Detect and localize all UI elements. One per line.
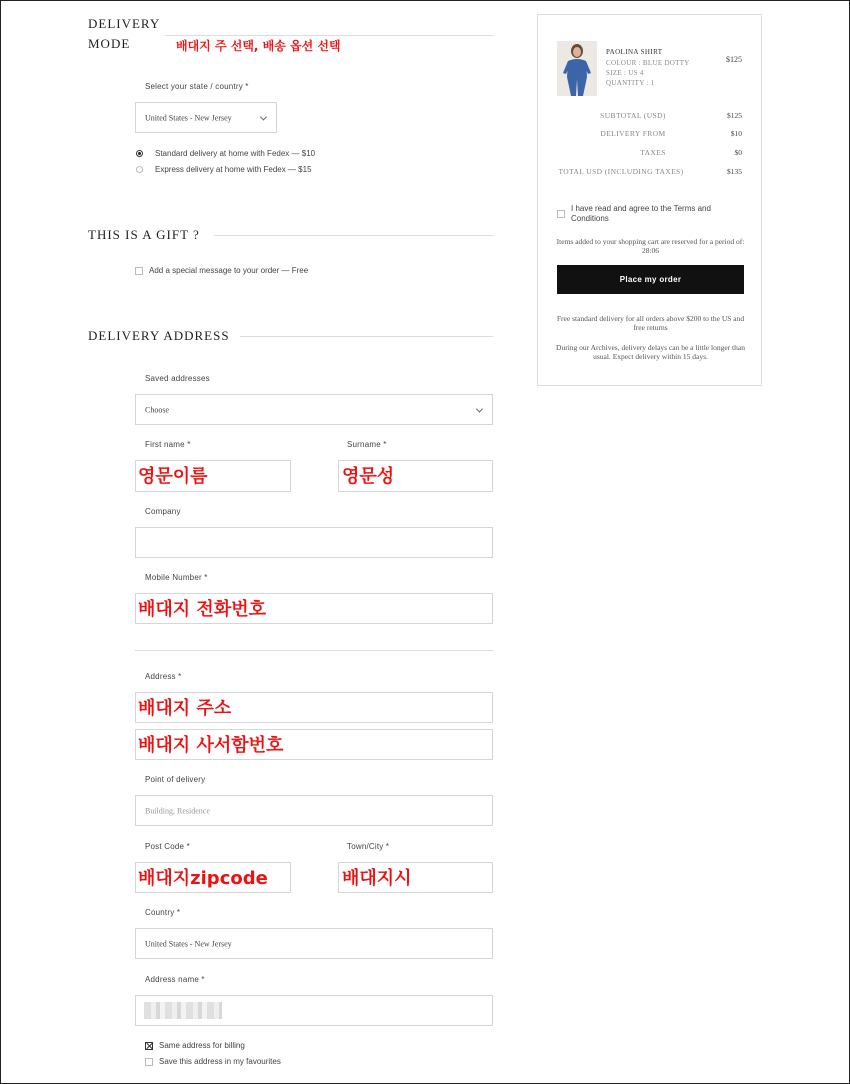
chevron-down-icon: [260, 113, 267, 120]
express-delivery-label: Express delivery at home with Fedex — $15: [155, 165, 312, 174]
product-thumbnail[interactable]: [557, 41, 597, 96]
section-divider: [240, 336, 493, 337]
saved-addresses-label: Saved addresses: [145, 374, 210, 383]
same-billing-checkbox[interactable]: [145, 1042, 153, 1050]
subtotal-value: $125: [727, 111, 742, 120]
mobile-number-annotation: 배대지 전화번호: [138, 599, 266, 620]
address-line1-annotation: 배대지 주소: [138, 698, 232, 719]
product-size: SIZE : US 4: [606, 69, 644, 77]
saved-addresses-value: Choose: [145, 405, 169, 414]
gift-message-checkbox[interactable]: [135, 267, 143, 275]
archives-delay-note: During our Archives, delivery delays can be a little longer than usual. Expect delivery within 15 days.: [556, 343, 745, 361]
first-name-annotation: 영문이름: [138, 466, 208, 487]
point-of-delivery-label: Point of delivery: [145, 775, 206, 784]
point-of-delivery-placeholder: Building, Residence: [145, 806, 210, 815]
saved-addresses-select[interactable]: [135, 394, 493, 425]
total-value: $135: [727, 167, 742, 176]
subtotal-label: SUBTOTAL (USD): [600, 111, 666, 120]
product-quantity: QUANTITY : 1: [606, 79, 655, 87]
form-divider: [135, 650, 493, 651]
same-billing-label: Same address for billing: [159, 1041, 245, 1050]
save-favourite-checkbox[interactable]: [145, 1058, 153, 1066]
chevron-down-icon: [476, 405, 483, 412]
section-divider: [214, 235, 493, 236]
country-value: United States - New Jersey: [145, 939, 232, 948]
country-select-value: United States - New Jersey: [145, 113, 232, 122]
product-price: $125: [726, 55, 742, 64]
blurred-value: [144, 1002, 222, 1019]
country-select[interactable]: [135, 102, 277, 133]
place-order-button[interactable]: Place my order: [557, 265, 744, 294]
company-label: Company: [145, 507, 181, 516]
total-label: TOTAL USD (INCLUDING TAXES): [558, 167, 684, 176]
country-label: Country *: [145, 908, 181, 917]
country-input[interactable]: [135, 928, 493, 959]
delivery-mode-annotation: 배대지 주 선택, 배송 옵션 선택: [176, 39, 341, 53]
delivery-cost-value: $10: [730, 129, 742, 138]
address-line2-annotation: 배대지 사서함번호: [138, 735, 284, 756]
terms-label[interactable]: I have read and agree to the Terms and Conditions: [571, 204, 711, 223]
delivery-mode-title-line2: MODE: [88, 36, 131, 51]
free-delivery-note: Free standard delivery for all orders above $200 to the US and free returns: [556, 314, 745, 332]
taxes-label: TAXES: [640, 148, 666, 157]
company-input[interactable]: [135, 527, 493, 558]
country-select-label: Select your state / country *: [145, 82, 249, 91]
taxes-value: $0: [734, 148, 742, 157]
standard-delivery-radio[interactable]: [136, 150, 143, 157]
surname-annotation: 영문성: [342, 466, 395, 487]
product-name[interactable]: PAOLINA SHIRT: [606, 48, 663, 56]
surname-label: Surname *: [347, 440, 387, 449]
post-code-label: Post Code *: [145, 842, 190, 851]
delivery-cost-label: DELIVERY FROM: [600, 129, 666, 138]
address-label: Address *: [145, 672, 182, 681]
post-code-annotation: 배대지zipcode: [138, 868, 268, 889]
reservation-note: Items added to your shopping cart are reserved for a period of: 28:06: [556, 237, 745, 255]
gift-title: THIS IS A GIFT ?: [88, 227, 200, 242]
mobile-number-label: Mobile Number *: [145, 573, 208, 582]
save-favourite-label: Save this address in my favourites: [159, 1057, 281, 1066]
point-of-delivery-input[interactable]: [135, 795, 493, 826]
terms-checkbox[interactable]: [557, 210, 565, 218]
order-summary: [537, 14, 762, 386]
delivery-mode-title-line1: DELIVERY: [88, 16, 161, 31]
address-name-label: Address name *: [145, 975, 205, 984]
town-city-label: Town/City *: [347, 842, 390, 851]
product-colour: COLOUR : BLUE DOTTY: [606, 59, 690, 67]
town-city-annotation: 배대지시: [342, 868, 412, 889]
section-divider: [165, 35, 493, 36]
delivery-address-title: DELIVERY ADDRESS: [88, 328, 230, 343]
express-delivery-radio[interactable]: [136, 166, 143, 173]
first-name-label: First name *: [145, 440, 191, 449]
address-name-input[interactable]: [135, 995, 493, 1026]
gift-message-label: Add a special message to your order — Free: [149, 266, 309, 275]
standard-delivery-label: Standard delivery at home with Fedex — $10: [155, 149, 316, 158]
